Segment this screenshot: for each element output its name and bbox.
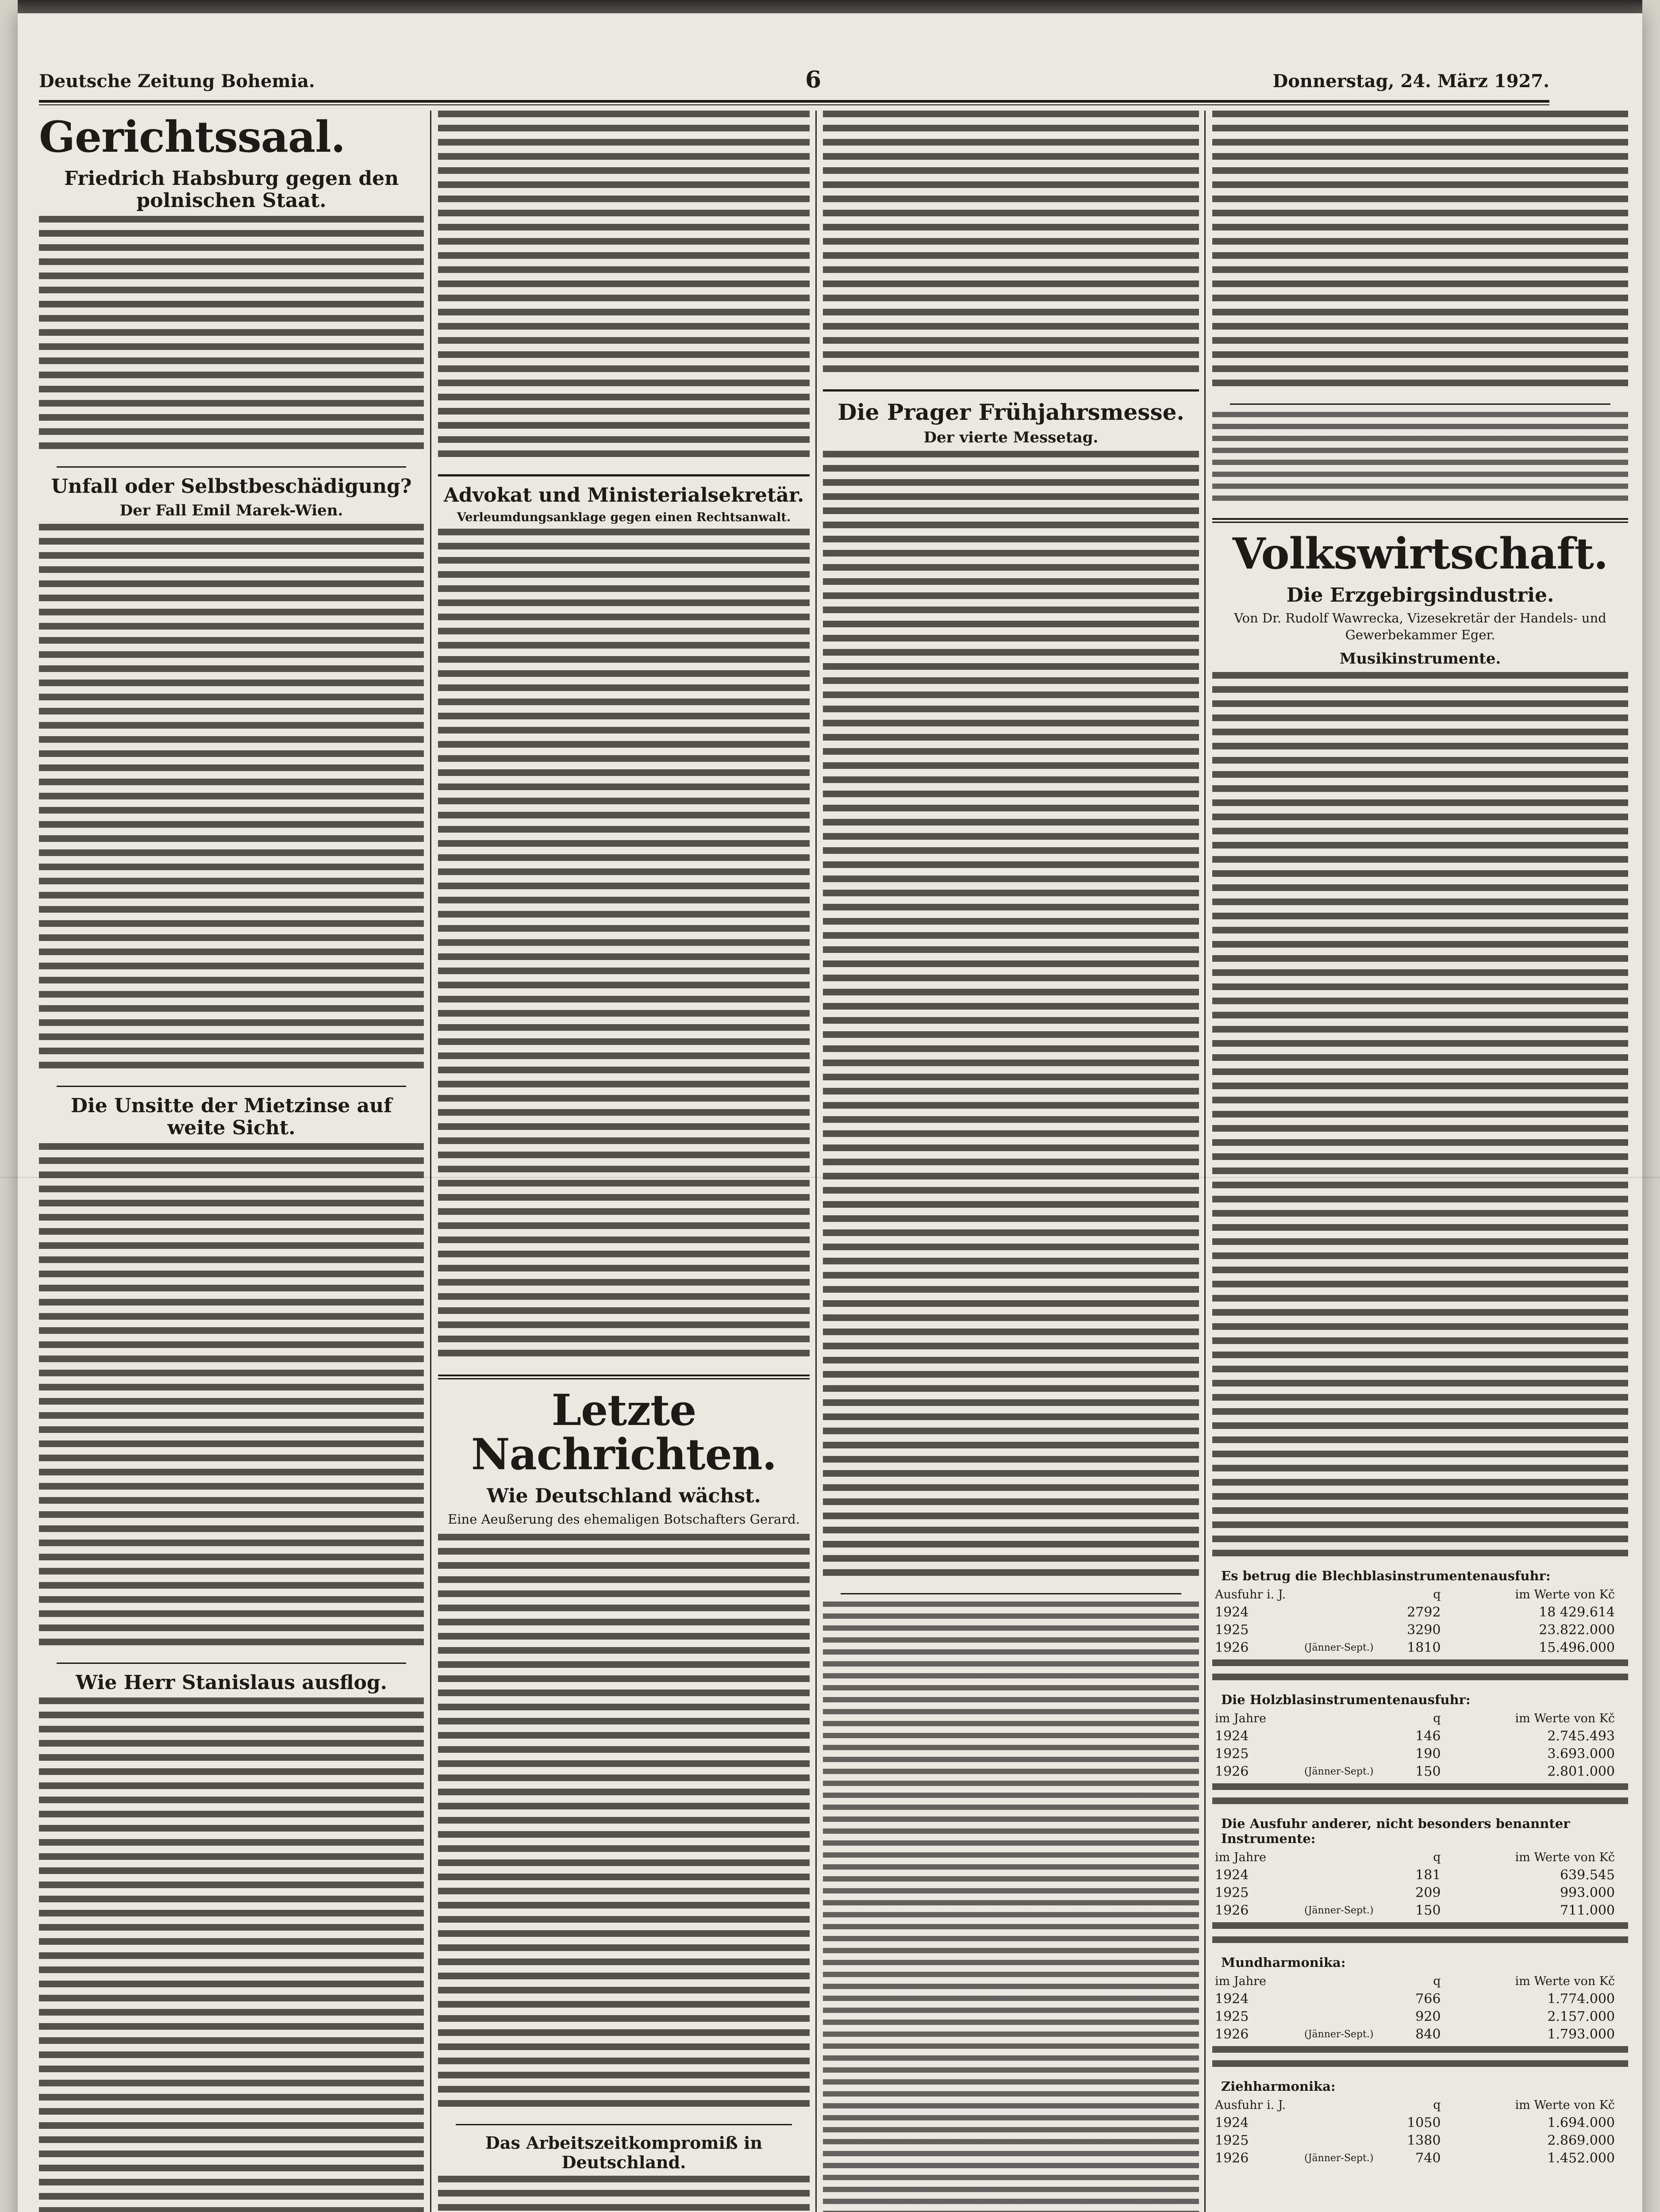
table-header-cell: q [1433,1587,1441,1601]
export-table [1212,1849,1628,1920]
table-cell [1302,1604,1376,1621]
article-body [438,2176,810,2212]
header-rule [39,100,1549,103]
table-cell: 181 [1415,1867,1441,1883]
notice-body-small-print [1212,412,1628,507]
table-header-cell: im Werte von Kč [1515,1711,1615,1725]
column-divider [430,111,431,2212]
table-cell: (Jänner-Sept.) [1304,1766,1374,1777]
column-divider [815,111,817,2212]
table-cell [1302,1621,1376,1639]
article-subtitle: Der Fall Emil Marek-Wien. [119,501,343,519]
article-title: Die Unsitte der Mietzinse auf weite Sicht. [70,1094,392,1140]
article-separator [823,389,1199,392]
table-cell: 1926 [1215,1640,1249,1655]
table-cell [1302,2132,1376,2150]
table-cell: 150 [1415,1902,1441,1918]
export-table [1212,1586,1628,1657]
table-header-row [1212,2097,1628,2114]
table-cell: 1.774.000 [1547,1991,1615,2007]
table-row [1212,1763,1628,1781]
table-cell: 1926 [1215,2150,1249,2166]
table-cell: 146 [1415,1728,1441,1744]
table-cell: 1924 [1215,2115,1249,2131]
table-caption: Die Holzblasinstrumentenausfuhr: [1221,1692,1471,1707]
article-body [1212,2046,1628,2074]
article-separator [456,2124,792,2125]
masthead-title: Deutsche Zeitung Bohemia. [39,71,315,92]
article-separator [57,1663,406,1664]
table-cell: 2.801.000 [1547,1763,1615,1779]
article-body [39,216,424,457]
article-title: Die Prager Frühjahrsmesse. [838,399,1184,425]
article-separator [841,1593,1181,1594]
table-header-cell [1302,1710,1376,1728]
table-cell: 2.869.000 [1547,2132,1615,2148]
paper-fold [0,1177,1660,1178]
article-separator [438,474,810,476]
article-body [438,1534,810,2114]
article-title: Die Erzgebirgsindustrie. [1286,584,1554,607]
table-header-cell [1302,1586,1376,1604]
article-body-continued [1212,111,1628,394]
table-header-cell: q [1433,1711,1441,1725]
table-cell: 1926 [1215,1902,1249,1918]
article-title: Advokat und Ministerialsekretär. [443,484,804,507]
article-body [1212,1922,1628,1951]
section-separator [438,1375,810,1379]
table-header-cell: im Werte von Kč [1515,1974,1615,1988]
section-title-letzte-nachrichten: Letzte Nachrichten. [471,1385,777,1480]
table-cell: 15.496.000 [1539,1640,1615,1655]
table-cell: 190 [1415,1746,1441,1762]
table-cell: 1925 [1215,2132,1249,2148]
table-header-row [1212,1586,1628,1604]
issue-date: Donnerstag, 24. März 1927. [1272,71,1549,92]
table-header-cell: im Jahre [1215,1711,1267,1725]
table-cell [1302,2008,1376,2026]
table-cell: 711.000 [1560,1902,1615,1918]
table-cell: 1925 [1215,2008,1249,2024]
table-cell: 209 [1415,1885,1441,1901]
table-cell [1302,1884,1376,1902]
table-cell: 3.693.000 [1547,1746,1615,1762]
notice-body-small-print [823,1601,1199,2212]
table-row [1212,1884,1628,1902]
table-header-cell: im Jahre [1215,1850,1267,1864]
table-header-cell: Ausfuhr i. J. [1215,2098,1286,2112]
subsection-title: Musikinstrumente. [1339,649,1501,668]
section-title-gerichtssaal: Gerichtssaal. [39,112,346,162]
table-cell: 1925 [1215,1622,1249,1638]
table-caption: Ziehharmonika: [1221,2078,1336,2094]
table-row [1212,1990,1628,2008]
table-header-cell [1302,1973,1376,1990]
table-cell: (Jänner-Sept.) [1304,1905,1374,1916]
table-cell [1302,2114,1376,2132]
table-caption: Mundharmonika: [1221,1955,1346,1970]
table-header-cell: q [1433,1850,1441,1864]
table-header-cell: im Werte von Kč [1515,1587,1615,1601]
article-body [1212,1659,1628,1688]
column-4 [1212,111,1628,2212]
table-cell: 1926 [1215,1763,1249,1779]
table-cell: 740 [1415,2150,1441,2166]
export-statistics [1212,1568,1628,2167]
article-byline: Von Dr. Rudolf Wawrecka, Vizesekretär der Handels- und Gewerbekammer Eger. [1234,611,1606,643]
table-cell: 2.157.000 [1547,2008,1615,2024]
table-cell: 1924 [1215,1991,1249,2007]
table-cell: 1.452.000 [1547,2150,1615,2166]
export-table [1212,1710,1628,1781]
table-cell: 1924 [1215,1867,1249,1883]
article-title: Das Arbeitszeitkompromiß in Deutschland. [485,2133,763,2173]
column-1 [39,111,424,2212]
table-cell: 1924 [1215,1604,1249,1620]
table-cell: 766 [1415,1991,1441,2007]
table-header-cell [1302,2097,1376,2114]
table-header-cell: im Werte von Kč [1515,2098,1615,2112]
table-header-cell: im Werte von Kč [1515,1850,1615,1864]
table-cell: 993.000 [1560,1885,1615,1901]
table-cell: 1050 [1407,2115,1441,2131]
column-divider [1204,111,1206,2212]
article-body [1212,672,1628,1564]
table-caption: Die Ausfuhr anderer, nicht besonders benannter Instrumente: [1221,1816,1570,1846]
table-cell: 639.545 [1560,1867,1615,1883]
table-cell: 1925 [1215,1746,1249,1762]
table-cell: 1.793.000 [1547,2026,1615,2042]
export-table [1212,1973,1628,2043]
table-row [1212,2150,1628,2167]
article-title: Friedrich Habsburg gegen den polnischen Staat. [64,167,399,212]
table-cell: 1926 [1215,2026,1249,2042]
article-title: Unfall oder Selbstbeschädigung? [51,475,412,498]
table-cell: 150 [1415,1763,1441,1779]
table-cell: (Jänner-Sept.) [1304,1642,1374,1653]
table-cell [1302,1745,1376,1763]
article-separator [1230,403,1610,405]
table-row [1212,1639,1628,1657]
table-header-cell: Ausfuhr i. J. [1215,1587,1286,1601]
section-separator [1212,518,1628,523]
article-body-continued [823,111,1199,380]
table-cell: 920 [1415,2008,1441,2024]
table-header-row [1212,1973,1628,1990]
article-body [39,524,424,1076]
article-body [1212,1783,1628,1812]
table-row [1212,1902,1628,1920]
article-separator [57,466,406,468]
article-title: Wie Deutschland wächst. [487,1485,761,1508]
table-header-cell: q [1433,1974,1441,1988]
table-cell: 18 429.614 [1539,1604,1615,1620]
table-cell: 3290 [1407,1622,1441,1638]
table-cell: 23.822.000 [1539,1622,1615,1638]
table-row [1212,1621,1628,1639]
header-rule-thin [39,104,1549,105]
table-cell [1302,1728,1376,1745]
article-title: Wie Herr Stanislaus ausflog. [76,1671,387,1694]
table-header-row [1212,1849,1628,1866]
table-cell: 1810 [1407,1640,1441,1655]
table-row [1212,1728,1628,1745]
table-cell [1302,1990,1376,2008]
table-row [1212,2114,1628,2132]
column-2 [438,111,810,2212]
article-subtitle: Verleumdungsanklage gegen einen Rechtsanwalt. [457,510,791,524]
table-cell: 1.694.000 [1547,2115,1615,2131]
export-table [1212,2097,1628,2167]
table-row [1212,1604,1628,1621]
section-title-volkswirtschaft: Volkswirtschaft. [1232,529,1608,579]
table-header-cell: im Jahre [1215,1974,1267,1988]
table-row [1212,2008,1628,2026]
table-header-cell [1302,1849,1376,1866]
table-header-row [1212,1710,1628,1728]
article-body-continued [438,111,810,465]
table-cell: 840 [1415,2026,1441,2042]
article-body [438,529,810,1364]
table-caption: Es betrug die Blechblasinstrumentenausfuhr: [1221,1568,1551,1583]
table-cell [1302,1866,1376,1884]
article-byline: Eine Aeußerung des ehemaligen Botschafters Gerard. [448,1511,800,1527]
table-cell: (Jänner-Sept.) [1304,2028,1374,2040]
table-cell: 1924 [1215,1728,1249,1744]
table-row [1212,2132,1628,2150]
table-row [1212,2026,1628,2043]
article-body [823,451,1199,1583]
article-body [39,1143,424,1653]
table-header-cell: q [1433,2098,1441,2112]
article-body [39,1697,424,2212]
article-subtitle: Der vierte Messetag. [923,428,1099,446]
table-cell: 1380 [1407,2132,1441,2148]
table-cell: (Jänner-Sept.) [1304,2152,1374,2164]
table-row [1212,1745,1628,1763]
article-separator [57,1086,406,1087]
column-3 [823,111,1199,2212]
table-cell: 2792 [1407,1604,1441,1620]
table-row [1212,1866,1628,1884]
table-cell: 2.745.493 [1547,1728,1615,1744]
table-cell: 1925 [1215,1885,1249,1901]
page-number: 6 [805,66,822,93]
